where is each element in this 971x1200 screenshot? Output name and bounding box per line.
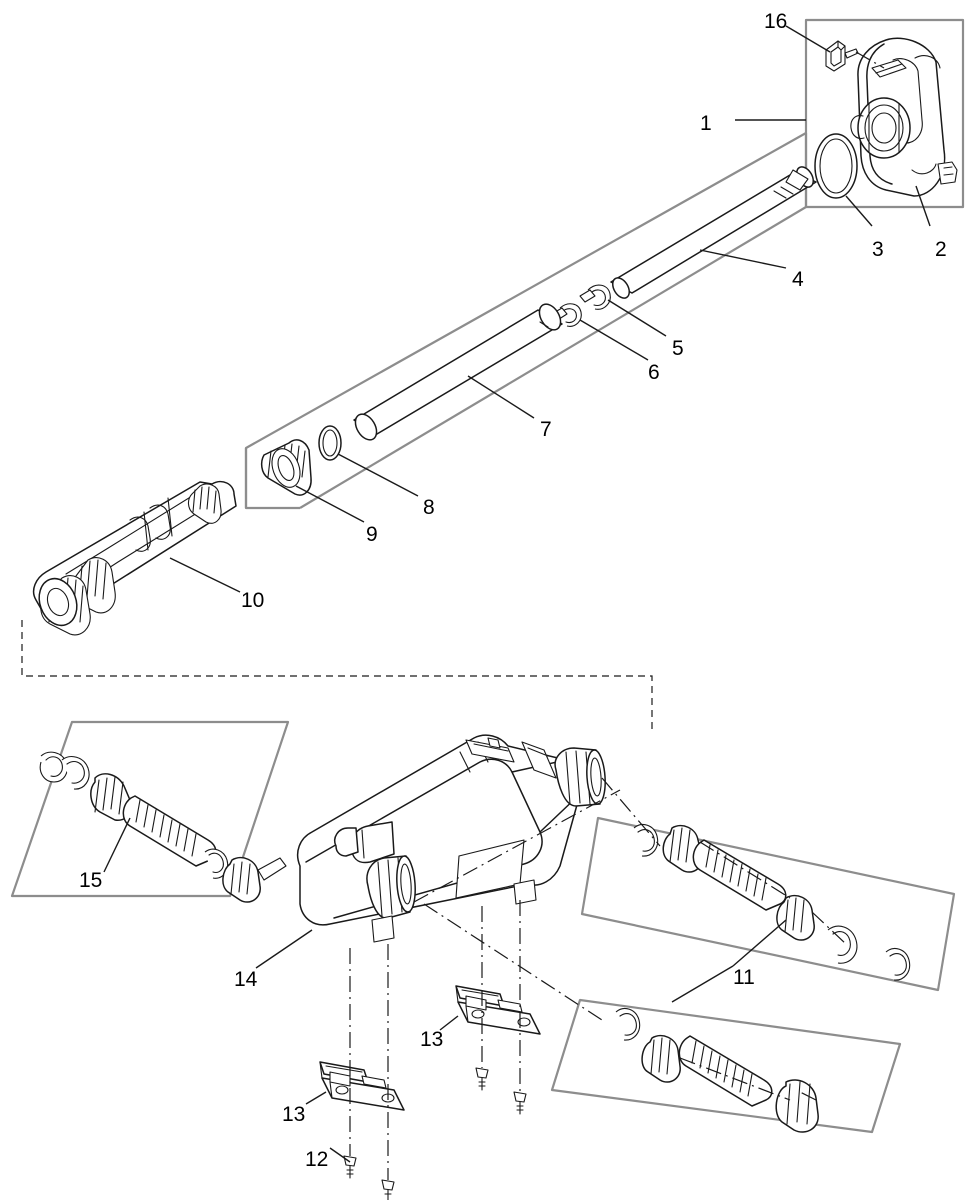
mounting-bracket-front (320, 1062, 404, 1110)
hose-connector-kit-lower-right (616, 1009, 818, 1132)
callout-13-rear: 13 (420, 1028, 444, 1051)
callout-4: 4 (792, 268, 804, 291)
filter-housing-body (298, 735, 607, 942)
uv-lamp-housing-head (851, 38, 957, 196)
hose-connector-kit-left (40, 752, 286, 902)
assembly-link-dashed-line (22, 620, 652, 730)
callout-5: 5 (672, 337, 684, 360)
callout-3: 3 (872, 238, 884, 261)
callout-12: 12 (305, 1148, 329, 1171)
threaded-ring-nut (262, 440, 311, 495)
callout-11: 11 (733, 966, 755, 989)
group-box-upper-assembly (246, 20, 963, 508)
callout-8: 8 (423, 496, 435, 519)
cleaning-rotor-cage (33, 482, 236, 635)
callout-1: 1 (700, 112, 712, 135)
o-ring-large (815, 134, 857, 198)
callout-2: 2 (935, 238, 947, 261)
callout-6: 6 (648, 361, 660, 384)
callout-9: 9 (366, 523, 378, 546)
callout-13-front: 13 (282, 1103, 306, 1126)
hose-connector-kit-upper-right (634, 825, 910, 981)
callout-16: 16 (764, 10, 788, 33)
mounting-bracket-rear (456, 986, 540, 1034)
callout-14: 14 (234, 968, 258, 991)
callout-7: 7 (540, 418, 552, 441)
callout-10: 10 (241, 589, 265, 612)
lamp-contact-clip (826, 41, 858, 71)
o-ring-small (319, 426, 341, 460)
lamp-clip-upper (580, 285, 610, 309)
callout-15: 15 (79, 869, 103, 892)
